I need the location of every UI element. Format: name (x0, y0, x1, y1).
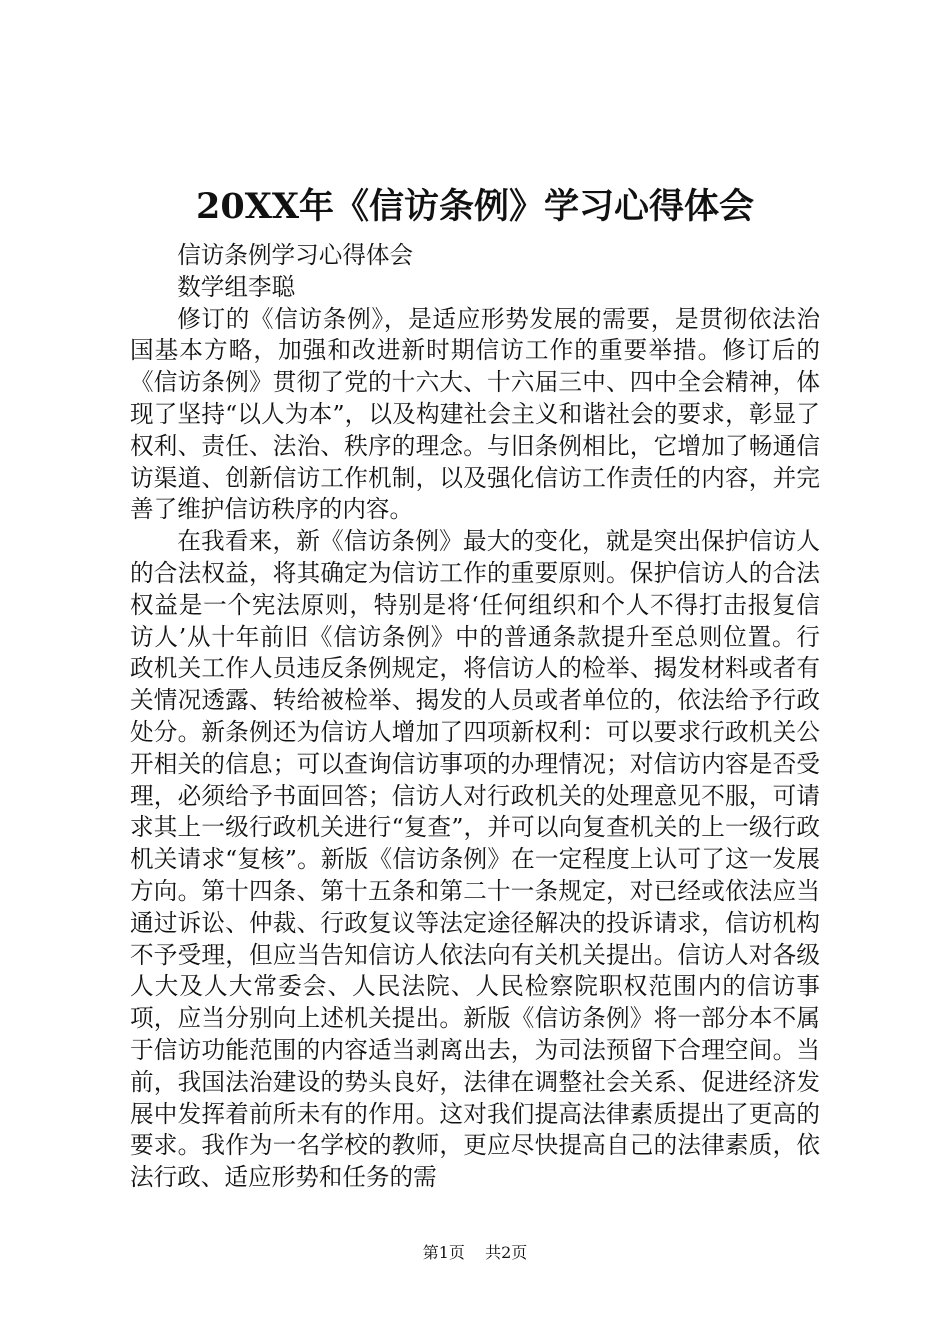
document-title: 20XX年《信访条例》学习心得体会 (195, 186, 755, 227)
body-paragraph-1: 修订的《信访条例》，是适应形势发展的需要，是贯彻依法治国基本方略，加强和改进新时期信访工作的重要举措。修订后的《信访条例》贯彻了党的十六大、十六届三中、四中全会精神，体现了坚持“以人为本”，以及构建社会主义和谐社会的要求，彰显了权利、责任、法治、秩序的理念。与旧条例相比，它增加了畅通信访渠道、创新信访工作机制，以及强化信访工作责任的内容，并完善了维护信访秩序的内容。 (130, 304, 820, 524)
subtitle-paragraph: 信访条例学习心得体会 (177, 241, 414, 269)
document-body (130, 240, 820, 1194)
page-footer (0, 1241, 950, 1265)
page-number: 第1页 (422, 1243, 465, 1262)
author-paragraph: 数学组李聪 (177, 272, 296, 301)
body-paragraph-2: 在我看来，新《信访条例》最大的变化，就是突出保护信访人的合法权益，将其确定为信访工作的重要原则。保护信访人的合法权益是一个宪法原则，特别是将‘任何组织和个人不得打击报复信访人’从十年前旧《信访条例》中的普通条款提升至总则位置。行政机关工作人员违反条例规定，将信访人的检举、揭发材料或者有关情况透露、转给被检举、揭发的人员或者单位的，依法给予行政处分。新条例还为信访人增加了四项新权利：可以要求行政机关公开相关的信息；可以查询信访事项的办理情况；对信访内容是否受理，必须给予书面回答；信访人对行政机关的处理意见不服，可请求其上一级行政机关进行“复查”，并可以向复查机关的上一级行政机关请求“复核”。新版《信访条例》在一定程度上认可了这一发展方向。第十四条、第十五条和第二十一条规定，对已经或依法应当通过诉讼、仲裁、行政复议等法定途径解决的投诉请求，信访机构不予受理，但应当告知信访人依法向有关机关提出。信访人对各级人大及人大常委会、人民法院、人民检察院职权范围内的信访事项，应当分别向上述机关提出。新版《信访条例》将一部分本不属于信访功能范围的内容适当剥离出去，为司法预留下合理空间。当前，我国法治建设的势头良好，法律在调整社会关系、促进经济发展中发挥着前所未有的作用。这对我们提高法律素质提出了更高的要求。我作为一名学校的教师，更应尽快提高自己的法律素质，依法行政、适应形势和任务的需 (130, 527, 820, 1192)
page-total: 共2页 (485, 1243, 528, 1262)
